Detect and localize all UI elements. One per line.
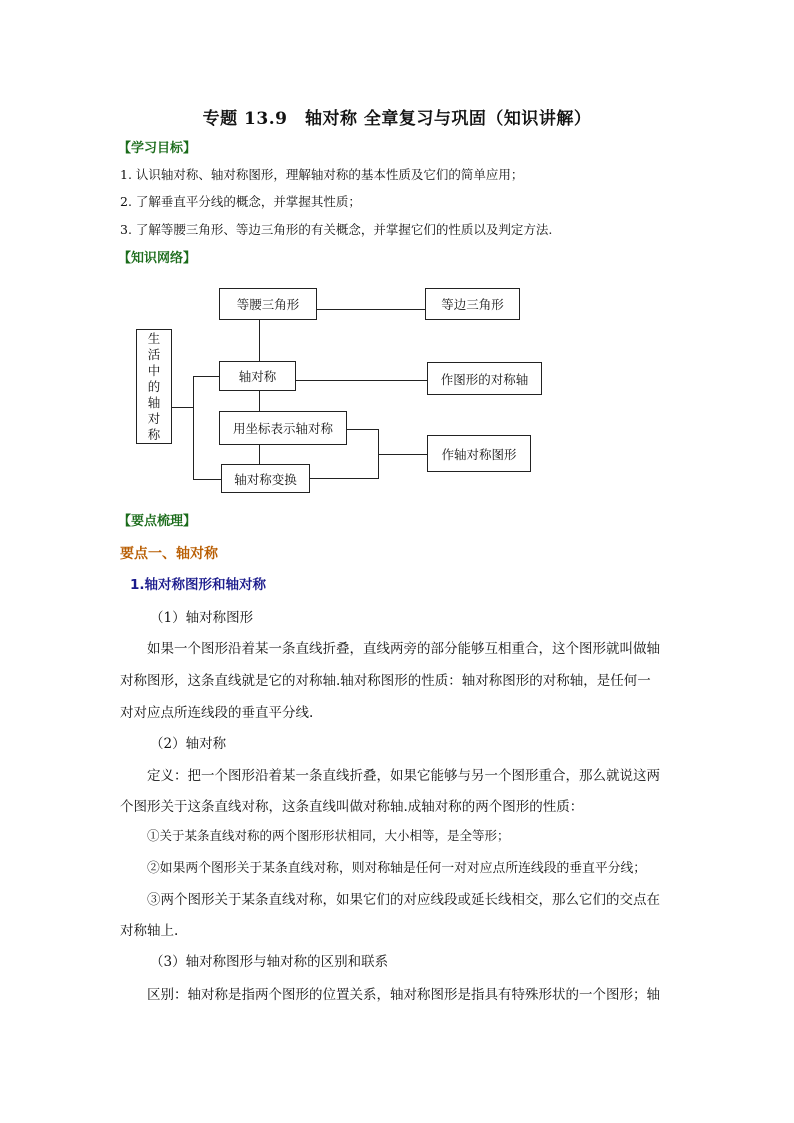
draw-axis-box: 作图形的对称轴 — [427, 362, 542, 395]
paragraph-line: ③两个图形关于某条直线对称，如果它们的对应线段或延长线相交，那么它们的交点在 — [147, 892, 660, 908]
section-network-heading: 【知识网络】 — [118, 251, 197, 266]
subsection-heading: 1.轴对称图形和轴对称 — [130, 577, 267, 593]
paragraph-line: 对对应点所连线段的垂直平分线. — [120, 705, 314, 721]
isosceles-triangle-box: 等腰三角形 — [219, 288, 317, 320]
paragraph-line: 对称轴上. — [120, 923, 179, 939]
life-char: 的 — [147, 378, 161, 394]
section-goals-heading: 【学习目标】 — [118, 141, 197, 156]
coordinate-symmetry-box: 用坐标表示轴对称 — [219, 411, 347, 445]
connector — [378, 454, 427, 455]
paragraph-line: 个图形关于这条直线对称，这条直线叫做对称轴.成轴对称的两个图形的性质： — [120, 799, 584, 815]
paragraph-line: 对称图形，这条直线就是它的对称轴.轴对称图形的性质：轴对称图形的对称轴，是任何一 — [120, 673, 651, 689]
paragraph-line: （1）轴对称图形 — [150, 610, 254, 626]
life-char: 轴 — [147, 394, 161, 410]
connector — [259, 319, 260, 361]
connector — [259, 390, 260, 412]
connector — [295, 380, 428, 381]
section-points-heading: 【要点梳理】 — [118, 514, 197, 529]
key-point-heading: 要点一、轴对称 — [120, 546, 218, 562]
paragraph-line: （2）轴对称 — [150, 736, 227, 752]
connector — [316, 309, 426, 310]
goal-item: 3. 了解等腰三角形、等边三角形的有关概念，并掌握它们的性质以及判定方法. — [120, 222, 553, 237]
connector — [193, 479, 221, 480]
life-char: 生 — [147, 330, 161, 346]
life-char: 活 — [147, 346, 161, 362]
life-axis-symmetry-box — [136, 329, 172, 444]
goal-item: 1. 认识轴对称、轴对称图形，理解轴对称的基本性质及它们的简单应用； — [120, 167, 524, 182]
goal-item: 2. 了解垂直平分线的概念，并掌握其性质； — [120, 194, 361, 209]
paragraph-line: 区别：轴对称是指两个图形的位置关系，轴对称图形是指具有特殊形状的一个图形；轴 — [147, 987, 660, 1003]
connector — [259, 445, 260, 465]
paragraph-line: ②如果两个图形关于某条直线对称，则对称轴是任何一对对应点所连线段的垂直平分线； — [147, 861, 647, 876]
equilateral-triangle-box: 等边三角形 — [425, 288, 520, 320]
connector — [193, 376, 194, 480]
page-title: 专题 13.9 轴对称 全章复习与巩固（知识讲解） — [202, 109, 592, 129]
paragraph-line: 如果一个图形沿着某一条直线折叠，直线两旁的部分能够互相重合，这个图形就叫做轴 — [147, 641, 660, 657]
paragraph-line: （3）轴对称图形与轴对称的区别和联系 — [150, 954, 389, 970]
life-char: 中 — [147, 362, 161, 378]
connector — [309, 478, 378, 479]
connector — [193, 376, 220, 377]
symmetry-transform-box: 轴对称变换 — [221, 464, 310, 493]
axis-symmetry-box: 轴对称 — [219, 361, 296, 391]
draw-figure-box: 作轴对称图形 — [427, 435, 531, 472]
life-char: 对 — [147, 410, 161, 426]
paragraph-line: ①关于某条直线对称的两个图形形状相同，大小相等，是全等形； — [147, 828, 510, 843]
connector — [171, 407, 193, 408]
connector — [346, 429, 378, 430]
life-char: 称 — [147, 426, 161, 442]
paragraph-line: 定义：把一个图形沿着某一条直线折叠，如果它能够与另一个图形重合，那么就说这两 — [147, 768, 660, 784]
